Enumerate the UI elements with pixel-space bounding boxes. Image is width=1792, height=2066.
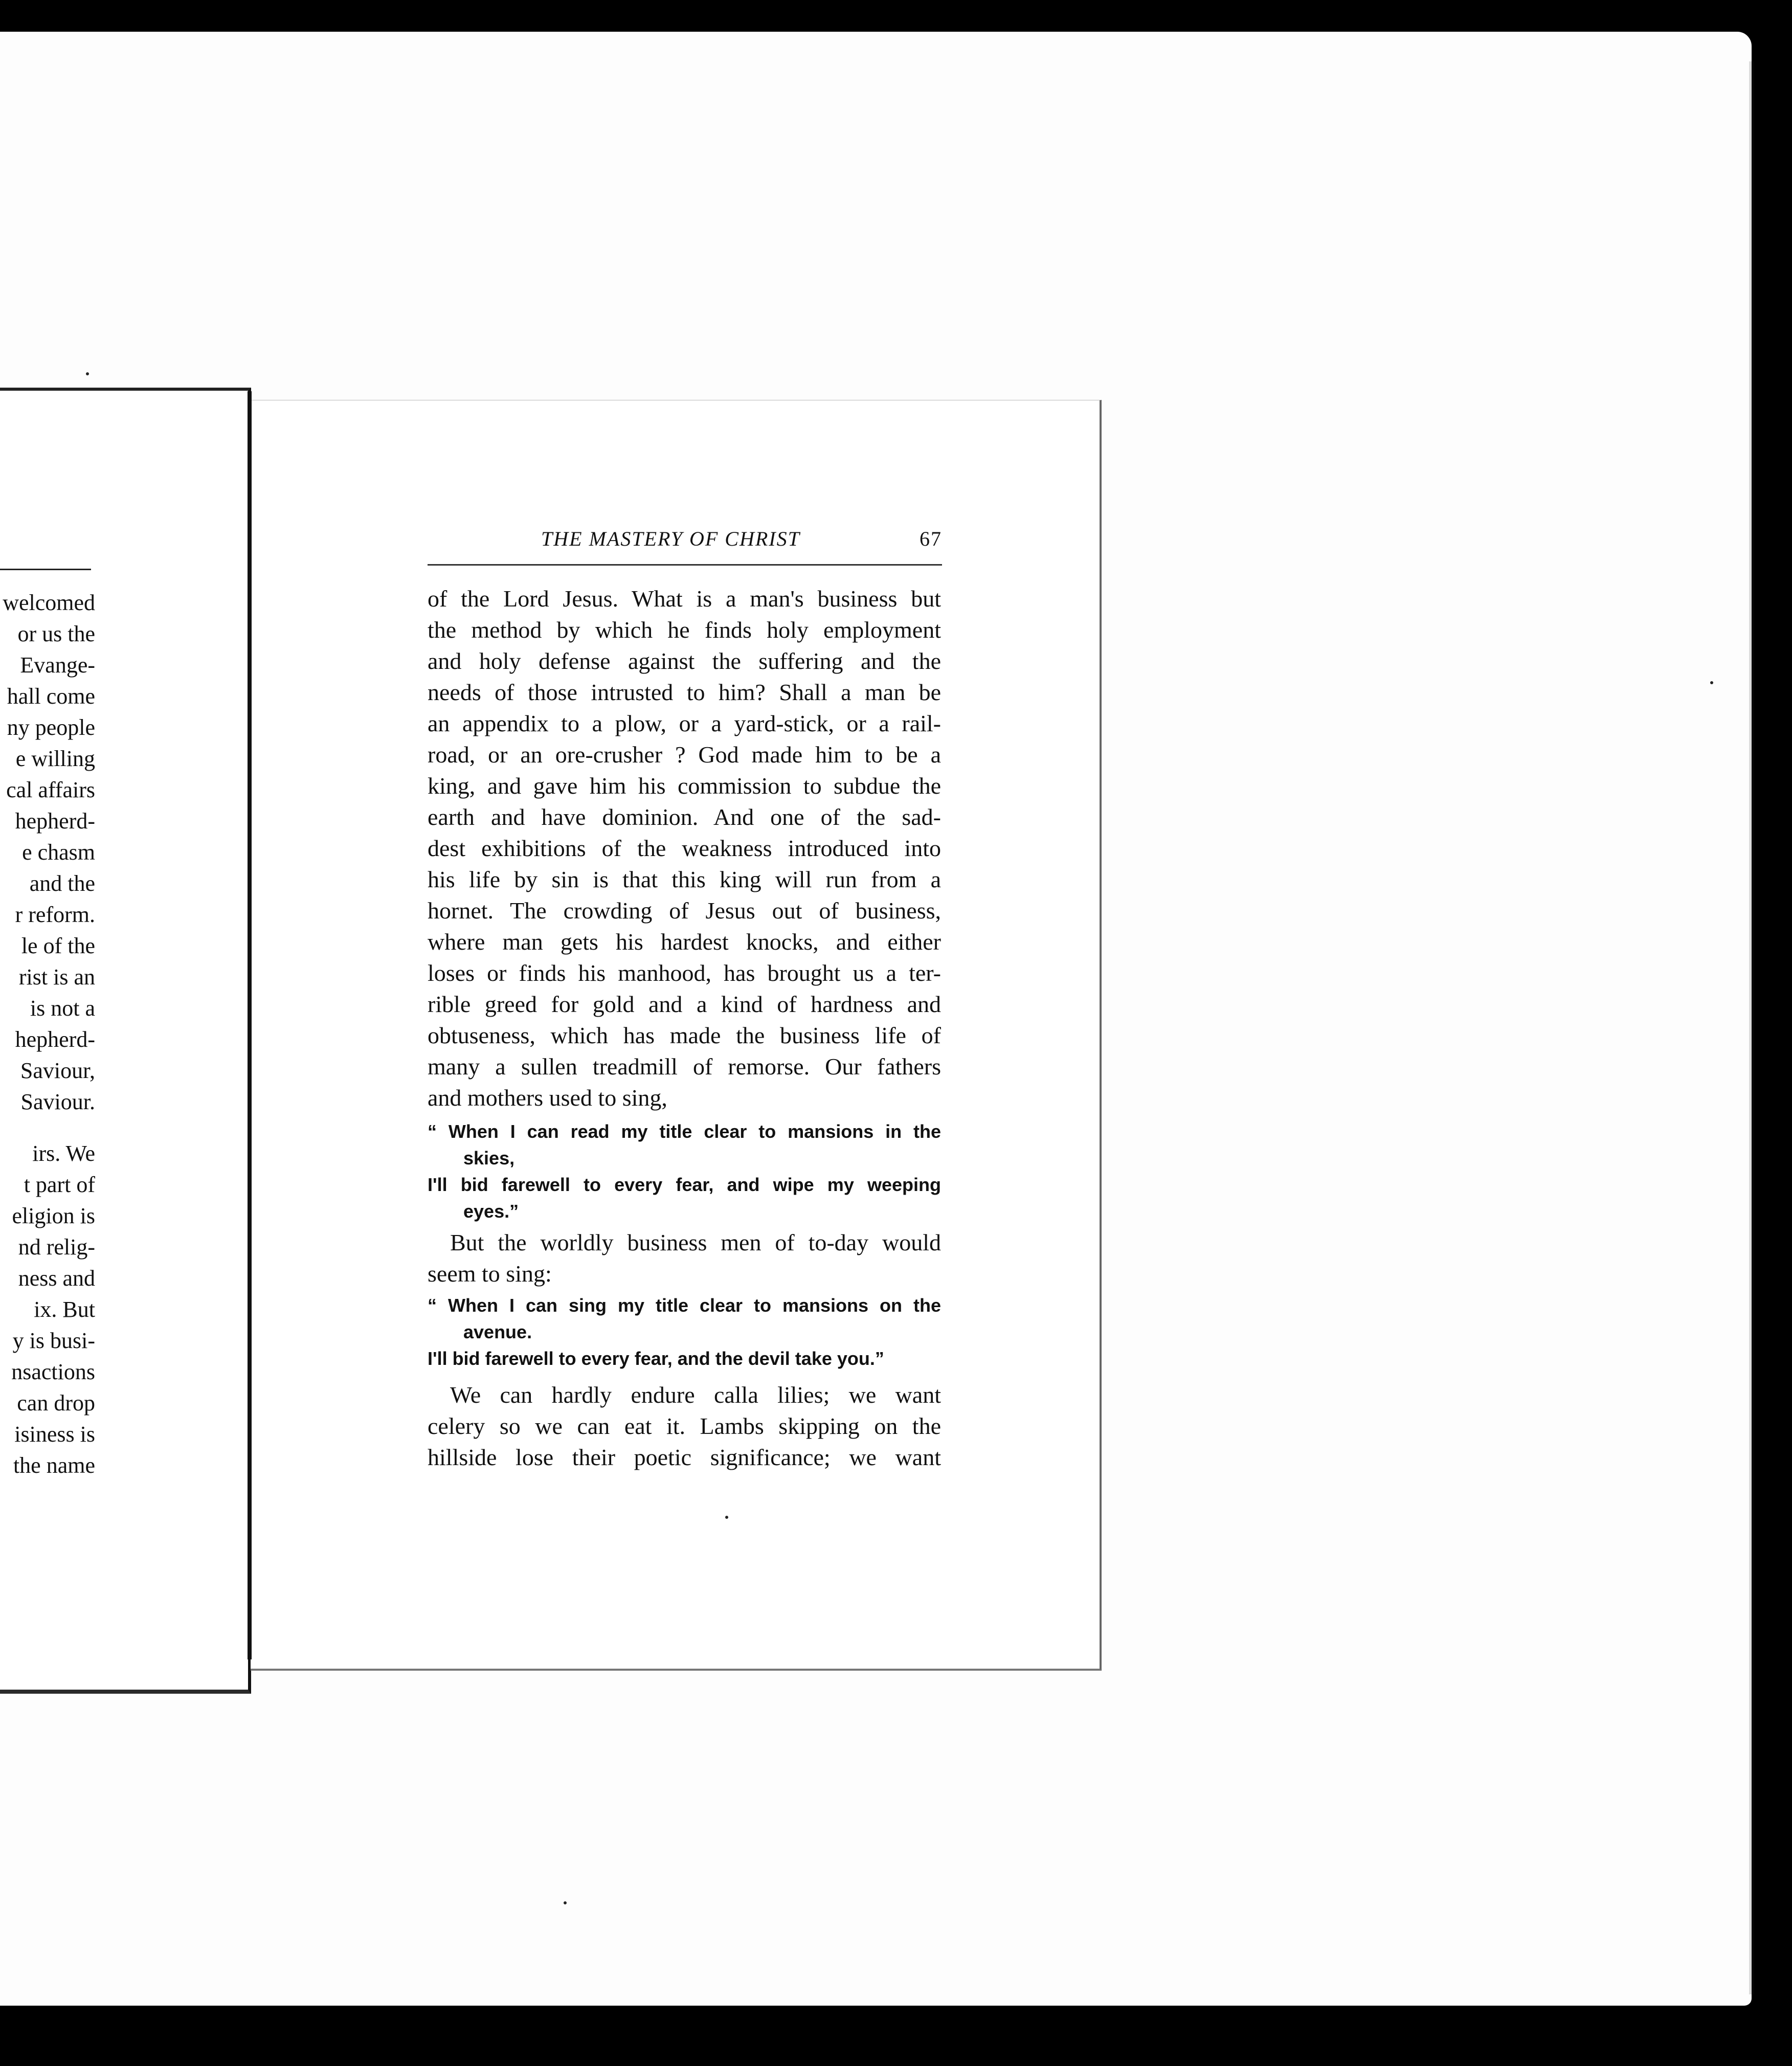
scan-speck bbox=[86, 372, 89, 375]
text-line: an appendix to a plow, or a yard-stick, or a rail- bbox=[428, 710, 941, 736]
text-line: eligion is bbox=[12, 1203, 95, 1228]
verse-line: I'll bid farewell to every fear, and the devil take you.” bbox=[428, 1348, 884, 1369]
header-rule bbox=[428, 564, 942, 566]
text-line: hall come bbox=[7, 684, 95, 709]
text-line: or us the bbox=[17, 621, 95, 646]
text-line: the name bbox=[13, 1453, 95, 1478]
verse-quote bbox=[428, 1118, 941, 1225]
text-line: celery so we can eat it. Lambs skipping on the bbox=[428, 1413, 941, 1439]
previous-page-text bbox=[0, 587, 95, 1481]
text-line: e willing bbox=[15, 746, 95, 771]
text-line: ix. But bbox=[34, 1297, 95, 1322]
verse-line: avenue. bbox=[463, 1321, 532, 1342]
text-line: dest exhibitions of the weakness introduced into bbox=[428, 835, 941, 861]
text-line: t part of bbox=[24, 1172, 95, 1197]
text-line: can drop bbox=[17, 1390, 95, 1416]
text-line: le of the bbox=[21, 933, 95, 958]
verse-line: eyes.” bbox=[463, 1201, 519, 1222]
text-line: isiness is bbox=[14, 1422, 95, 1447]
text-line: hillside lose their poetic significance; we want bbox=[428, 1444, 941, 1470]
text-line: Evange- bbox=[20, 653, 95, 678]
text-line: his life by sin is that this king will run from a bbox=[428, 866, 941, 892]
verse-line: “ When I can read my title clear to mansions in the bbox=[428, 1121, 941, 1142]
text-line: Saviour, bbox=[20, 1058, 95, 1083]
text-line: road, or an ore-crusher ? God made him to be a bbox=[428, 742, 941, 768]
verse-quote bbox=[428, 1292, 941, 1372]
page-number: 67 bbox=[920, 527, 942, 550]
text-line: needs of those intrusted to him? Shall a man be bbox=[428, 679, 941, 705]
text-line: e chasm bbox=[22, 840, 95, 865]
text-line: earth and have dominion. And one of the sad- bbox=[428, 804, 941, 830]
verse-line: skies, bbox=[463, 1148, 515, 1169]
scan-speck bbox=[1710, 681, 1713, 684]
text-line: Saviour. bbox=[20, 1089, 95, 1114]
text-line: y is busi- bbox=[12, 1328, 95, 1353]
text-line: hepherd- bbox=[15, 1027, 95, 1052]
text-line: nd relig- bbox=[18, 1234, 95, 1260]
text-line: But the worldly business men of to-day would bbox=[450, 1229, 941, 1255]
text-line: is not a bbox=[30, 996, 95, 1021]
previous-page-rule bbox=[0, 569, 91, 570]
text-line: hornet. The crowding of Jesus out of business, bbox=[428, 897, 941, 924]
text-line: nsactions bbox=[11, 1359, 95, 1384]
paragraph-gap bbox=[0, 1117, 95, 1138]
paragraph bbox=[428, 1379, 941, 1473]
text-line: irs. We bbox=[32, 1141, 95, 1166]
page-body bbox=[428, 583, 941, 1473]
text-line: and mothers used to sing, bbox=[428, 1085, 667, 1111]
running-head bbox=[424, 527, 942, 552]
text-line: ny people bbox=[7, 715, 95, 740]
verse-line: “ When I can sing my title clear to mansions on the bbox=[428, 1295, 941, 1316]
text-line: the method by which he finds holy employment bbox=[428, 617, 941, 643]
text-line: rist is an bbox=[18, 964, 95, 990]
paragraph bbox=[428, 1227, 941, 1289]
text-line: We can hardly endure calla lilies; we want bbox=[450, 1382, 941, 1408]
text-line: welcomed bbox=[3, 590, 95, 615]
text-line: and holy defense against the suffering and the bbox=[428, 648, 941, 674]
text-line: ness and bbox=[18, 1266, 95, 1291]
text-line: r reform. bbox=[15, 902, 95, 927]
scan-speck bbox=[564, 1901, 567, 1904]
text-line: where man gets his hardest knocks, and either bbox=[428, 929, 941, 955]
text-line: many a sullen treadmill of remorse. Our fathers bbox=[428, 1053, 941, 1080]
verse-line: I'll bid farewell to every fear, and wipe my weeping bbox=[428, 1174, 941, 1195]
text-line: hepherd- bbox=[15, 809, 95, 834]
paragraph bbox=[428, 583, 941, 1113]
text-line: cal affairs bbox=[6, 777, 95, 802]
running-title: THE MASTERY OF CHRIST bbox=[541, 527, 800, 550]
scan-speck bbox=[725, 1516, 728, 1519]
sheet-edge-shadow bbox=[1749, 61, 1754, 1994]
text-line: loses or finds his manhood, has brought us a ter- bbox=[428, 960, 941, 986]
text-line: of the Lord Jesus. What is a man's business but bbox=[428, 586, 941, 612]
text-line: and the bbox=[29, 871, 95, 896]
text-line: rible greed for gold and a kind of hardness and bbox=[428, 991, 941, 1017]
text-line: obtuseness, which has made the business life of bbox=[428, 1022, 941, 1048]
text-line: seem to sing: bbox=[428, 1261, 552, 1287]
text-line: king, and gave him his commission to subdue the bbox=[428, 773, 941, 799]
page-gutter bbox=[248, 391, 252, 1659]
